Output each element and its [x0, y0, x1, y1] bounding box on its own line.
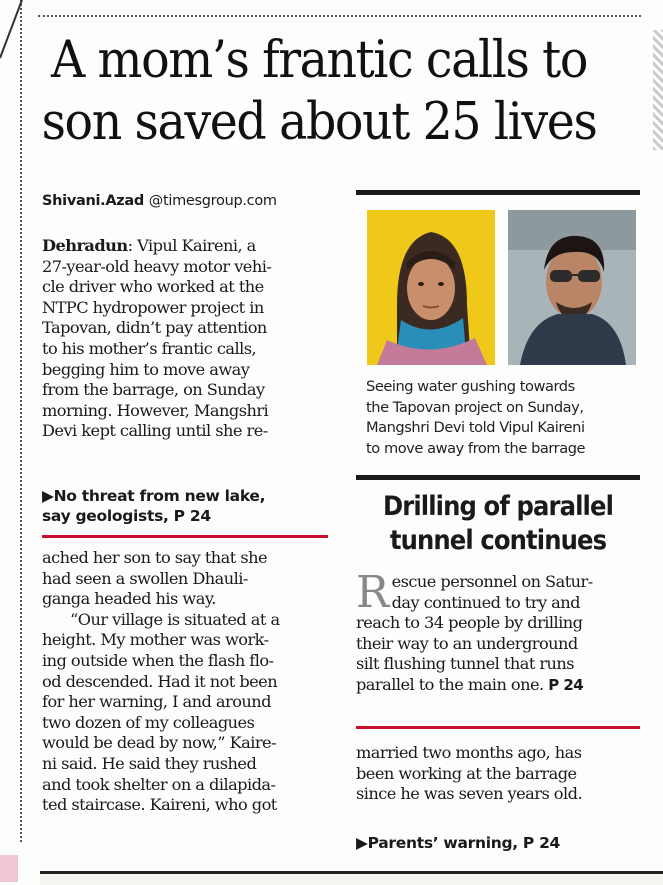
article-headline — [40, 30, 598, 154]
body-line: for her warning, I and around — [42, 692, 271, 712]
drop-cap: R — [356, 567, 389, 618]
body-line: would be dead by now,” Kaire- — [42, 733, 276, 753]
caption-line: Mangshri Devi told Vipul Kaireni — [366, 419, 585, 436]
caption-line: the Tapovan project on Sunday, — [366, 398, 584, 416]
body-line: parallel to the main one. — [356, 674, 544, 694]
top-dotted-rule — [38, 15, 641, 17]
body-line: Tapovan, didn’t pay attention — [42, 318, 267, 338]
body-line: ached her son to say that she — [42, 548, 267, 567]
byline-handle: @timesgroup.com — [148, 193, 277, 209]
body-line: reach to 34 people by drilling — [356, 613, 583, 633]
teaser-rule — [42, 535, 328, 538]
body-line: ni said. He said they rushed — [42, 753, 257, 773]
body-line: morning. However, Mangshri — [42, 400, 269, 420]
body-line: ted staircase. Kaireni, who got — [42, 795, 277, 815]
body-line: since he was seven years old. — [356, 784, 583, 804]
photo-vipul-kaireni — [508, 210, 636, 365]
dateline: Dehradun — [42, 236, 128, 255]
byline — [42, 193, 277, 209]
teaser-link-parents[interactable]: ▶Parents’ warning, P 24 — [356, 834, 561, 852]
left-column-bottom — [42, 548, 330, 816]
body-line: married two months ago, has — [356, 743, 582, 762]
body-line: their way to an underground — [356, 633, 578, 653]
headline-line-1: A mom’s frantic calls to — [51, 31, 587, 90]
teaser-link-lake[interactable] — [42, 486, 330, 526]
right-column-continue — [356, 743, 642, 805]
sidebar-body — [356, 567, 642, 696]
body-line: to his mother’s frantic calls, — [42, 338, 257, 358]
page-ref-link[interactable]: P 24 — [548, 675, 584, 694]
body-line: escue personnel on Satur- — [391, 572, 593, 591]
body-line: height. My mother was work- — [42, 630, 269, 650]
photo-box — [356, 190, 640, 477]
sidebar-headline-line: tunnel continues — [389, 525, 607, 556]
sidebar-rule — [356, 726, 640, 729]
sidebar-headline-line: Drilling of parallel — [382, 491, 614, 522]
body-line: 27-year-old heavy motor vehi- — [42, 256, 272, 276]
body-line: NTPC hydropower project in — [42, 297, 264, 317]
left-column-top — [42, 236, 330, 442]
body-line: : Vipul Kaireni, a — [127, 236, 256, 255]
body-line: silt flushing tunnel that runs — [356, 654, 575, 674]
body-line: Devi kept calling until she re- — [42, 421, 268, 441]
column-divider-dotted — [20, 0, 22, 842]
edge-mark — [0, 855, 18, 882]
caption-line: Seeing water gushing towards — [366, 378, 575, 395]
body-line: from the barrage, on Sunday — [42, 380, 265, 400]
photo-mangshri-devi — [367, 210, 495, 365]
man-portrait-image — [508, 210, 636, 365]
body-line: begging him to move away — [42, 359, 250, 379]
page-edge-shadow — [653, 30, 663, 150]
body-line: two dozen of my colleagues — [42, 712, 255, 732]
corner-mark — [0, 0, 24, 60]
body-line: been working at the barrage — [356, 763, 577, 783]
body-line: had seen a swollen Dhauli- — [42, 568, 248, 588]
photo-caption — [366, 377, 636, 459]
body-line: ing outside when the flash flo- — [42, 650, 274, 670]
body-line: “Our village is situated at a — [70, 609, 280, 629]
caption-line: to move away from the barrage — [366, 439, 586, 457]
body-line: day continued to try and — [391, 592, 580, 612]
teaser-line: say geologists, P 24 — [42, 507, 211, 525]
body-line: cle driver who worked at the — [42, 277, 264, 297]
byline-name: Shivani.Azad — [42, 193, 144, 209]
photo-box-bottom-rule — [356, 475, 640, 480]
headline-line-2: son saved about 25 lives — [41, 93, 597, 152]
woman-portrait-image — [367, 210, 495, 365]
sidebar-headline — [370, 490, 626, 558]
body-line: ganga headed his way. — [42, 589, 216, 609]
body-line: and took shelter on a dilapida- — [42, 774, 276, 794]
body-line: od descended. Had it not been — [42, 671, 278, 691]
teaser-line: ▶No threat from new lake, — [42, 487, 266, 505]
page-bottom-border — [40, 871, 663, 885]
